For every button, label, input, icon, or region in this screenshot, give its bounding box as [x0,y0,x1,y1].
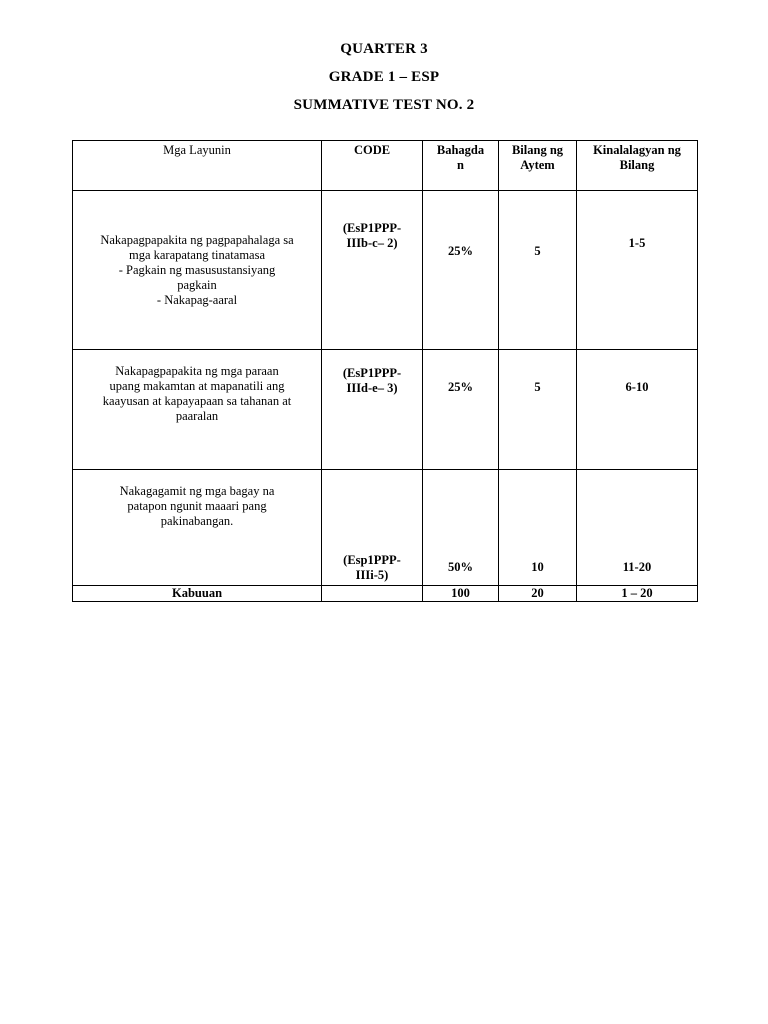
items-cell: 10 [499,470,577,586]
code-line: IIId-e– 3) [346,381,398,395]
table-row [73,470,698,586]
objective-line: patapon ngunit maaari pang [127,499,267,513]
header-grade: GRADE 1 – ESP [328,69,440,85]
column-header-bahagdan [423,141,499,191]
column-header-bilang-ng-aytem: Bilang ng Aytem [499,141,577,191]
column-header-code: CODE [322,141,423,191]
header-quarter: QUARTER 3 [340,41,428,57]
code-line: (EsP1PPP- [342,366,402,380]
objective-line: pakinabangan. [160,514,234,528]
code-line: (Esp1PPP- [343,553,401,567]
code-cell [322,191,423,350]
objective-line: kaayusan at kapayapaan sa tahanan at [102,394,292,408]
objective-line: mga karapatang tinatamasa [128,247,266,262]
objective-line: Nakagagamit ng mga bagay na [119,484,275,498]
items-cell: 5 [499,191,577,350]
objective-line: - Pagkain ng masusustansiyang [118,262,276,277]
percent-cell: 25% [423,191,499,350]
total-row [73,586,698,602]
total-code [322,586,423,602]
objective-line: paaralan [175,409,219,423]
placement-cell: 11-20 [577,470,698,586]
total-label: Kabuuan [73,586,322,602]
code-line: IIIi-5) [355,568,389,582]
total-placement: 1 – 20 [577,586,698,602]
code-line: IIIb-c– 2) [346,236,398,250]
column-header-layunin: Mga Layunin [73,141,322,191]
objective-cell [73,470,322,586]
table-row [73,350,698,470]
placement-cell: 6-10 [577,350,698,470]
table-of-specifications [72,140,698,602]
total-percent: 100 [423,586,499,602]
objective-line: - Nakapag-aaral [156,292,238,307]
total-items: 20 [499,586,577,602]
header-test-number: SUMMATIVE TEST NO. 2 [293,97,475,113]
percent-cell: 50% [423,470,499,586]
objective-line: Nakapagpapakita ng pagpapahalaga sa [100,232,294,247]
column-header-kinalalagyan: Kinalalagyan ng Bilang [577,141,698,191]
column-header-bahagdan-part2: n [457,158,464,172]
percent-cell: 25% [423,350,499,470]
items-cell: 5 [499,350,577,470]
objective-line: pagkain [177,277,217,292]
column-header-bahagdan-part1: Bahagda [436,143,485,157]
objective-line: Nakapagpapakita ng mga paraan [115,364,279,378]
table-header-row [73,141,698,191]
code-cell [322,350,423,470]
code-line: (EsP1PPP- [342,221,402,235]
placement-cell: 1-5 [577,191,698,350]
objective-cell [73,191,322,350]
objective-line: upang makamtan at mapanatili ang [109,379,285,393]
table-row [73,191,698,350]
objective-cell [73,350,322,470]
code-cell [322,470,423,586]
